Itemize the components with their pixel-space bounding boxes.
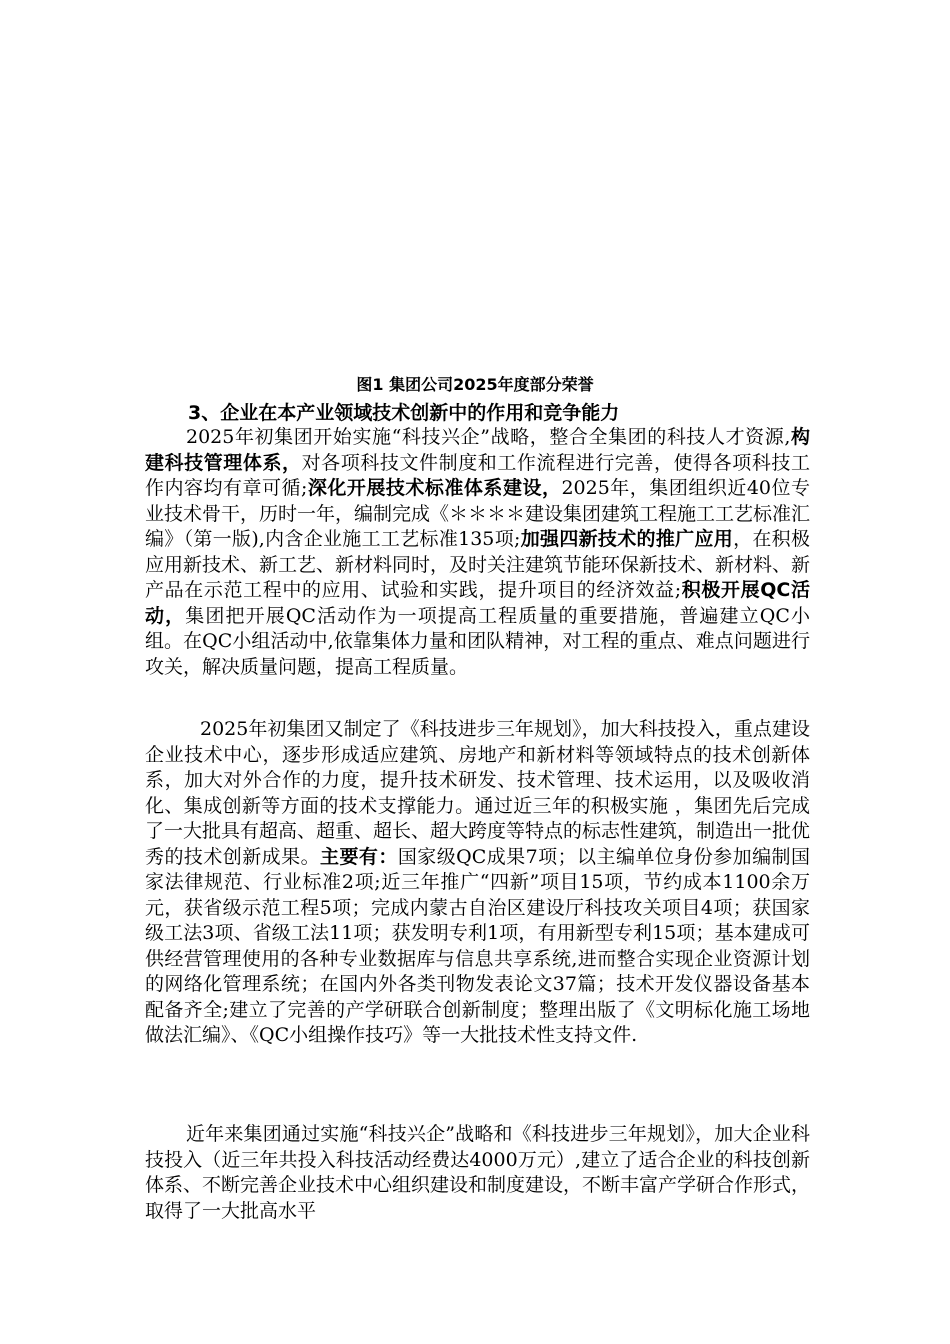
bold-phrase: 构建科技管理体系，	[145, 426, 810, 474]
figure-caption: 图1 集团公司2025年度部分荣誉	[356, 375, 594, 394]
paragraph-text: 2025年初集团开始实施“科技兴企”战略，整合全集团的科技人才资源,	[186, 426, 791, 448]
paragraph-text: 对各项科技文件制度和工作流程进行完善，使得各项科技工作内容均有章可循;	[145, 451, 810, 499]
section-heading: 3、企业在本产业领域技术创新中的作用和竞争能力	[188, 402, 620, 424]
bold-phrase: 主要有：	[320, 845, 398, 868]
paragraph-text: 2025年，集团组织近40位专业技术骨干，历时一年，编制完成《＊＊＊＊建设集团建筑工程施工工艺标准汇编》（第一版),内含企业施工工艺标准135项;	[145, 477, 811, 550]
paragraph-text: ，在积极应用新技术、新工艺、新材料同时，及时关注建筑节能环保新技术、新材料、新产品在示范工程中的应用、试验和实践，提升项目的经济效益;	[145, 528, 811, 601]
paragraph-text: 国家级QC成果7项；以主编单位身份参加编制国家法律规范、行业标准2项;近三年推广“四新”项目15项，节约成本1100余万元，获省级示范工程5项；完成内蒙古自治区建设厅科技攻关项目4项；获国家级工法3项、省级工法11项；获发明专利1项，有用新型专利15项；基本建成可供经营管理使用的各种专业数据库与信息共享系统,进而整合实现企业资源计划的网络化管理系统；在国内外各类刊物发表论文37篇；技术开发仪器设备基本配备齐全;建立了完善的产学研联合创新制度；整理出版了《文明标化施工场地做法汇编》、《QC小组操作技巧》等一大批技术性支持文件.	[145, 845, 810, 1046]
paragraph-tech-strategy	[145, 425, 810, 680]
paragraph-text: 2025年初集团又制定了《科技进步三年规划》，加大科技投入，重点建设企业技术中心，逐步形成适应建筑、房地产和新材料等领域特点的技术创新体系，加大对外合作的力度，提升技术研发、技术管理、技术运用，以及吸收消化、集成创新等方面的技术支撑能力。通过近三年的积极实施 ，集团先后完成了一大批具有超高、超重、超长、超大跨度等特点的标志性建筑，制造出一批优秀的技术创新成果。	[145, 718, 811, 868]
bold-phrase: 深化开展技术标准体系建设，	[307, 477, 562, 499]
bold-phrase: 积极开展QC活动，	[145, 579, 810, 627]
paragraph-three-year-plan	[145, 717, 810, 1049]
bold-phrase: 加强四新技术的推广应用	[520, 528, 734, 550]
paragraph-text: 近年来集团通过实施“科技兴企”战略和《科技进步三年规划》，加大企业科技投入（近三年共投入科技活动经费达4000万元）,建立了适合企业的科技创新体系、不断完善企业技术中心组织建设和制度建设，不断丰富产学研合作形式，取得了一大批高水平	[145, 1123, 811, 1222]
paragraph-text: 集团把开展QC活动作为一项提高工程质量的重要措施，普遍建立QC小组。在QC小组活动中,依靠集体力量和团队精神，对工程的重点、难点问题进行攻关，解决质量问题，提高工程质量。	[145, 604, 810, 678]
paragraph-recent-years	[145, 1122, 810, 1224]
